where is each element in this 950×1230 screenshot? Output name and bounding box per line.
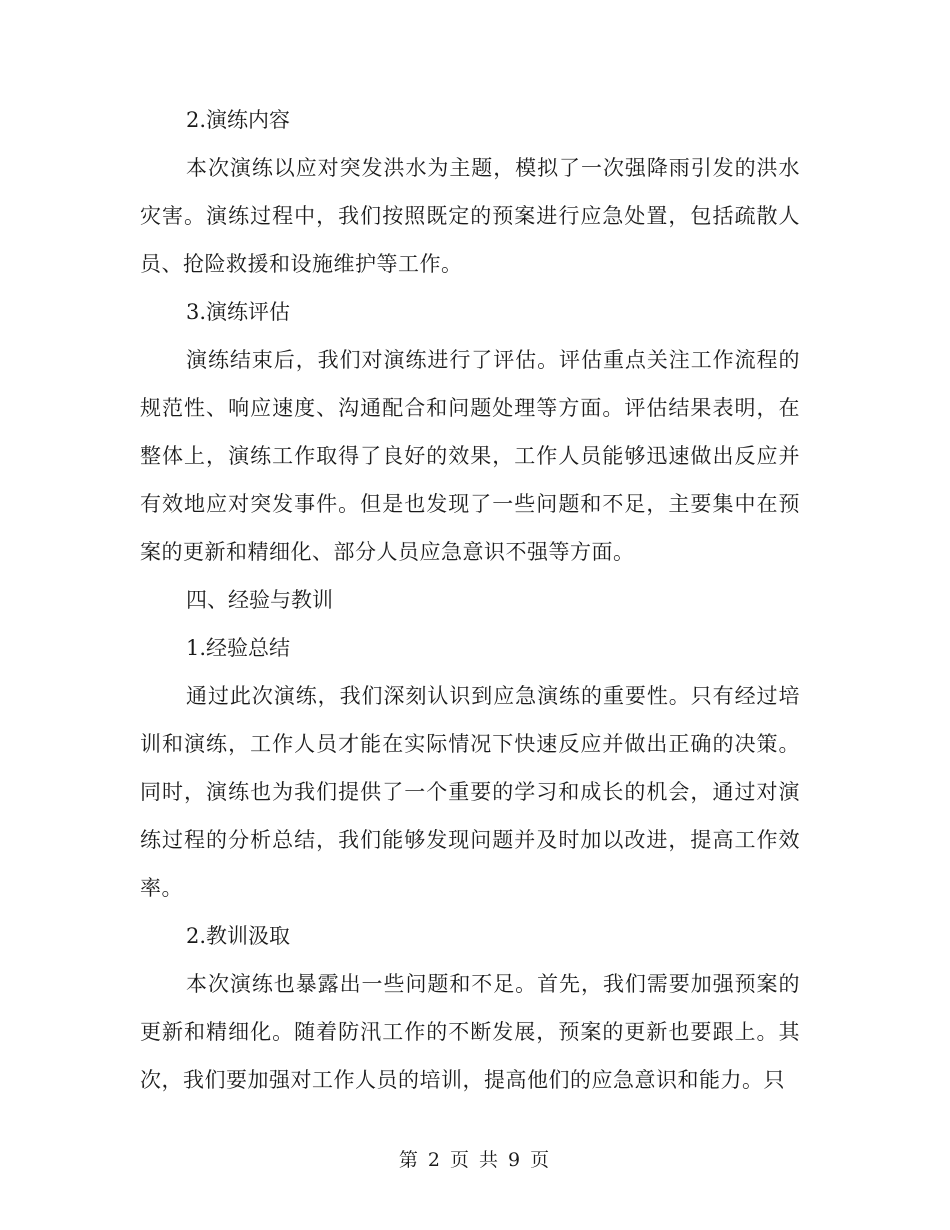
paragraph-drill-evaluation: 演练结束后，我们对演练进行了评估。评估重点关注工作流程的规范性、响应速度、沟通配合和问题处理等方面。评估结果表明，在整体上，演练工作取得了良好的效果，工作人员能够迅速做出反应并有效地应对突发事件。但是也发现了一些问题和不足，主要集中在预案的更新和精细化、部分人员应急意识不强等方面。 xyxy=(140,348,800,564)
paragraph-drill-content: 本次演练以应对突发洪水为主题，模拟了一次强降雨引发的洪水灾害。演练过程中，我们按照既定的预案进行应急处置，包括疏散人员、抢险救援和设施维护等工作。 xyxy=(140,156,800,276)
section-heading-drill-evaluation: 3.演练评估 xyxy=(186,300,291,324)
document-body xyxy=(140,96,800,1104)
section-heading-experience-summary: 1.经验总结 xyxy=(186,636,291,660)
section-heading-lessons-learned: 2.教训汲取 xyxy=(186,924,291,948)
chapter-heading-experience-lessons: 四、经验与教训 xyxy=(186,588,333,612)
paragraph-experience-summary: 通过此次演练，我们深刻认识到应急演练的重要性。只有经过培训和演练，工作人员才能在实际情况下快速反应并做出正确的决策。同时，演练也为我们提供了一个重要的学习和成长的机会，通过对演练过程的分析总结，我们能够发现问题并及时加以改进，提高工作效率。 xyxy=(140,684,800,900)
page-number-footer: 第 2 页 共 9 页 xyxy=(398,1149,552,1171)
section-heading-drill-content: 2.演练内容 xyxy=(186,108,291,132)
paragraph-lessons-learned: 本次演练也暴露出一些问题和不足。首先，我们需要加强预案的更新和精细化。随着防汛工作的不断发展，预案的更新也要跟上。其次，我们要加强对工作人员的培训，提高他们的应急意识和能力。只 xyxy=(140,972,800,1092)
